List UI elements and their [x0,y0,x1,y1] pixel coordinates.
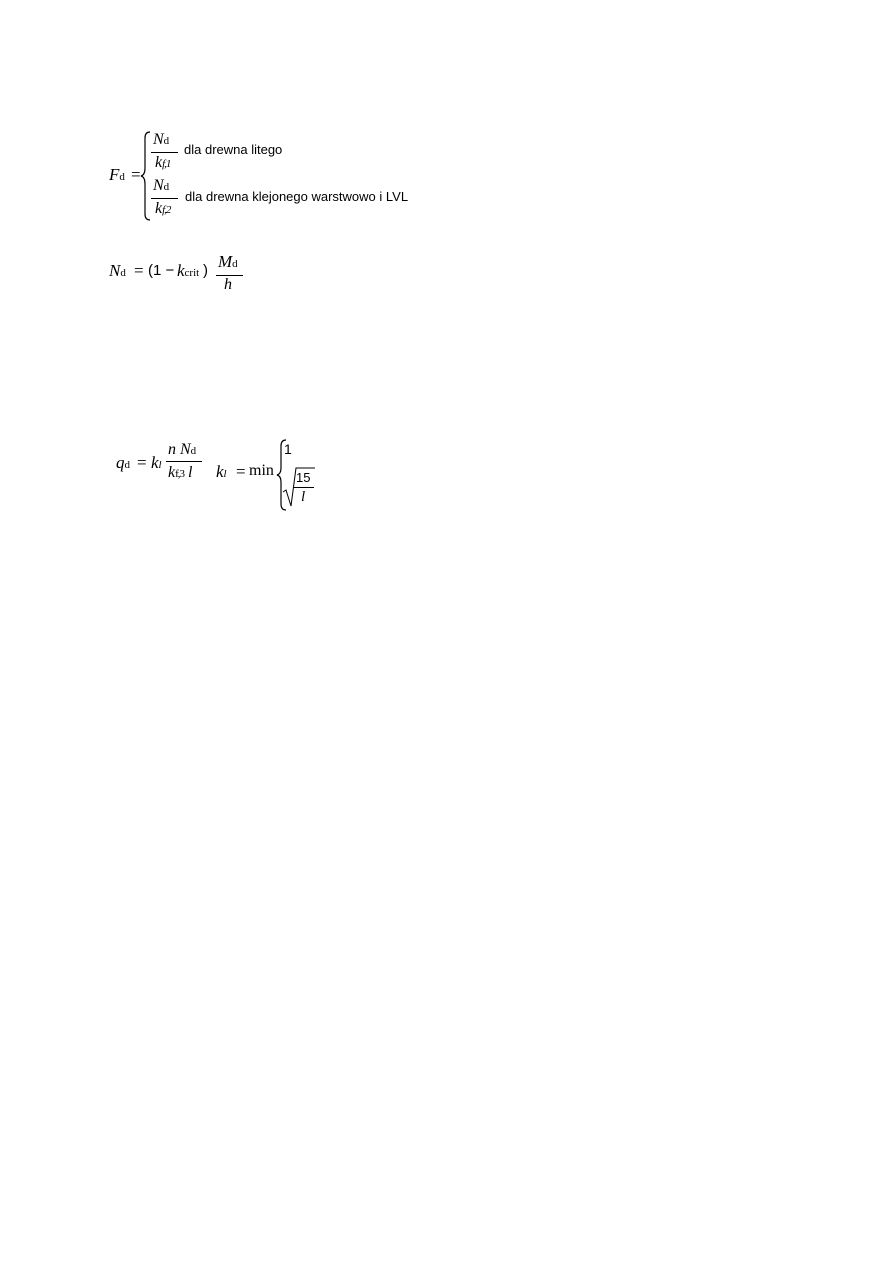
fd-equals: = [131,165,141,184]
case1-numerator: Nd [153,131,170,148]
nd-denominator: h [224,276,232,293]
qd-equals: = [137,453,147,472]
case2-numerator: Nd [153,177,170,194]
qd-kl: kl [151,453,162,472]
nd-paren-open: (1 − [148,262,175,279]
kl-symbol: kl [216,462,227,481]
case2-text: dla drewna klejonego warstwowo i LVL [185,189,409,204]
kl-equals: = [236,462,246,481]
qd-symbol: qd [116,453,130,472]
kl-option-2-denominator: l [301,489,306,505]
qd-denominator: kf,3 l [168,464,193,481]
nd-symbol: Nd [109,261,126,280]
equation-qd [0,0,893,520]
nd-numerator: Md [218,252,238,271]
kl-min: min [249,462,274,479]
nd-paren-close: ) [203,262,208,279]
case2-denominator: kf,2 [155,200,171,217]
kl-option-2-numerator: 15 [296,470,311,485]
case1-text: dla drewna litego [184,142,283,157]
kl-option-1: 1 [284,441,292,457]
kl-option-2-fraction-bar [294,487,314,488]
nd-equals: = [134,261,144,280]
fd-symbol: Fd [109,165,125,184]
qd-numerator: n Nd [168,441,197,458]
case1-denominator: kf,1 [155,154,171,171]
nd-kcrit: kcrit [177,261,200,280]
qd-fraction-bar [166,461,202,462]
